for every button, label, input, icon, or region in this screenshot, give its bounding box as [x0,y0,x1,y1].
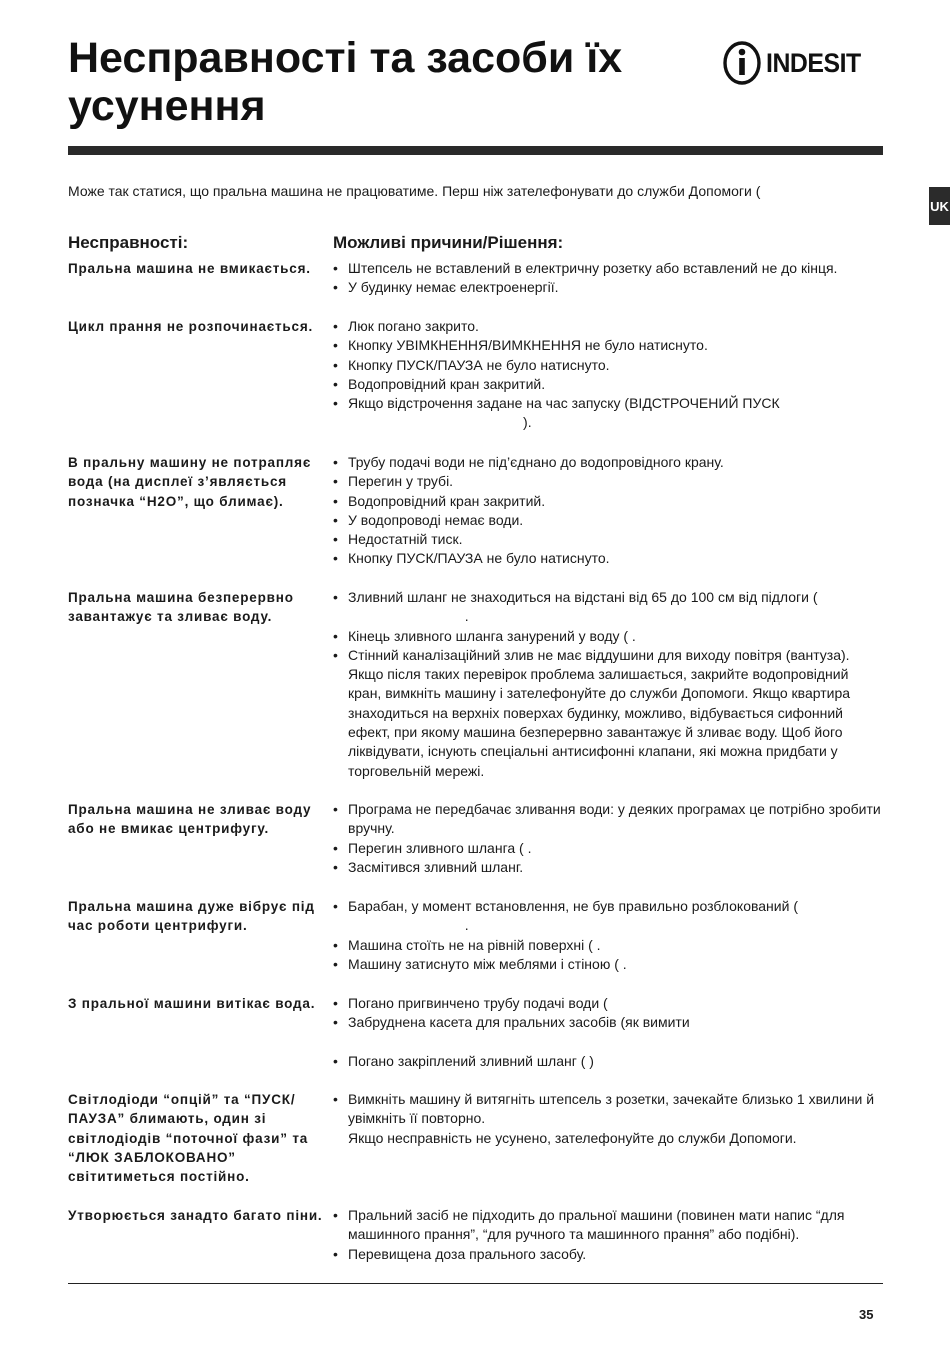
problem-label: Цикл прання не розпочинається. [68,319,314,334]
bullet-icon: • [333,511,338,528]
list-item [333,839,883,858]
cause-text: Забруднена касета для пральних засобів (як вимити [348,1014,690,1031]
causes-list [333,994,883,1071]
list-item [333,375,883,394]
cause-text: Трубу подачі води не під’єднано до водопровідного крану. [348,454,724,470]
list-item [333,1052,883,1071]
bullet-icon: • [333,955,338,972]
bullet-icon: • [333,1207,338,1223]
list-item [333,453,883,472]
list-item [333,897,883,936]
problem-label: З пральної машини витікає вода. [68,996,316,1011]
bullet-icon: • [333,936,338,953]
list-item [333,1245,883,1264]
causes-list [333,317,883,433]
page-title-line-2: усунення [68,82,266,130]
list-item [333,356,883,375]
bullet-icon: • [333,589,338,605]
list-item [333,994,883,1013]
list-item [333,936,883,955]
causes-list [333,1206,883,1264]
cause-text: Машину затиснуто між меблями і стіною ( . [348,955,627,972]
cause-text: Кнопку УВІМКНЕННЯ/ВИМКНЕННЯ не було натиснуто. [348,337,708,354]
bullet-icon: • [333,801,338,817]
problem-label: Пральна машина дуже вібрує під час роботи центрифуги. [68,899,315,934]
bullet-icon: • [333,318,338,334]
cause-text: Якщо відстрочення задане на час запуску (ВІДСТРОЧЕНИЙ ПУСК [348,395,780,412]
list-item [333,317,883,336]
intro-text: Може так статися, що пральна машина не працюватиме. Перш ніж зателефонувати до служби Допомоги ( [68,183,761,199]
list-item [333,278,883,297]
cause-text: Перегин зливного шланга ( . [348,839,532,856]
cause-continuation: . [348,917,469,934]
problem-label: Пральна машина безперервно завантажує та зливає воду. [68,590,294,625]
bullet-icon: • [333,492,338,509]
indesit-logo-text: INDESIT [766,48,861,78]
list-item [333,530,883,549]
bullet-icon: • [333,473,338,490]
bullet-icon: • [333,646,338,663]
causes-list [333,453,883,569]
cause-text: Кнопку ПУСК/ПАУЗА не було натиснуто. [348,550,610,567]
cause-text: Вимкніть машину й витягніть штепсель з розетки, зачекайте близько 1 хвилини й увімкніть її повторно. [348,1091,875,1127]
cause-text: Зливний шланг не знаходиться на відстані від 65 до 100 см від підлоги ( [348,589,818,605]
indesit-logo [722,40,884,86]
cause-continuation: Якщо несправність не усунено, зателефонуйте до служби Допомоги. [348,1129,797,1146]
list-item [333,955,883,974]
cause-text: Кнопку ПУСК/ПАУЗА не було натиснуто. [348,356,610,373]
problem-label: Пральна машина не вмикається. [68,261,311,276]
list-item [333,1090,883,1148]
cause-text: Перевищена доза прального засобу. [348,1245,587,1262]
bullet-icon: • [333,356,338,373]
problem-label: Пральна машина не зливає воду або не вмикає центрифугу. [68,802,312,837]
bullet-icon: • [333,1014,338,1031]
list-item [333,394,883,433]
list-item [333,646,883,781]
list-item [333,800,883,839]
bullet-icon: • [333,1052,338,1069]
list-item [333,549,883,568]
cause-text: Люк погано закрито. [348,318,479,334]
cause-text: Штепсель не вставлений в електричну розетку або вставлений не до кінця. [348,260,838,276]
causes-list [333,588,883,781]
bullet-icon: • [333,395,338,412]
causes-list [333,1090,883,1148]
bullet-icon: • [333,995,338,1011]
cause-text: Кінець зливного шланга занурений у воду ( . [348,627,636,644]
bullet-icon: • [333,627,338,644]
cause-text: У будинку немає електроенергії. [348,279,559,296]
bullet-icon: • [333,550,338,567]
cause-text: Програма не передбачає зливання води: у деяких програмах це потрібно зробити вручну. [348,801,881,837]
causes-list [333,897,883,974]
cause-text: У водопроводі немає води. [348,511,524,528]
cause-text: Погано пригвинчено трубу подачі води ( [348,995,608,1011]
causes-list [333,800,883,877]
cause-text: Машина стоїть не на рівній поверхні ( . [348,936,601,953]
cause-text: Засмітився зливний шланг. [348,858,524,875]
cause-continuation: . [348,608,469,625]
list-item [333,511,883,530]
cause-continuation [348,1033,883,1052]
problem-label: В пральну машину не потрапляє вода (на дисплеї з’являється позначка “H2O”, що блимає). [68,455,312,509]
language-tab: UK [929,187,950,225]
bullet-icon: • [333,1091,338,1107]
cause-text: Стінний каналізаційний злив не має віддушини для виходу повітря (вантуза). Якщо після таких перевірок проблема залишається, закрийте водопровідний кран, вимкніть машину і зателефонуйте до служби Допомоги. Якщо квартира знаходиться на верхніх поверхах будинку, можливо, відбувається сифонний ефект, при якому машина безперервно завантажує й зливає воду. Щоб його ліквідувати, існують спеціальні антисифонні клапани, які можна придбати у торговельній мережі. [348,646,851,779]
bullet-icon: • [333,839,338,856]
bullet-icon: • [333,531,338,548]
list-item [333,259,883,278]
list-item [333,627,883,646]
cause-text: Недостатній тиск. [348,531,463,548]
footer-divider [68,1283,883,1284]
bullet-icon: • [333,279,338,296]
problem-label: Світлодіоди “опцій” та “ПУСК/ПАУЗА” блимають, один зі світлодіодів “поточної фази” та “ЛЮК ЗАБЛОКОВАНО” світитиметься постійно. [68,1092,309,1185]
bullet-icon: • [333,858,338,875]
list-item [333,472,883,491]
page-title [68,34,708,130]
cause-text: Погано закріплений зливний шланг ( ) [348,1052,594,1069]
cause-text: Водопровідний кран закритий. [348,492,546,509]
problem-label: Утворюється занадто багато піни. [68,1208,323,1223]
bullet-icon: • [333,898,338,914]
causes-list [333,259,883,298]
bullet-icon: • [333,260,338,276]
problems-heading: Несправності: [68,233,189,252]
page-title-line-1: Несправності та засоби їх [68,34,623,82]
list-item [333,858,883,877]
page-number: 35 [859,1307,874,1322]
list-item [333,1206,883,1245]
bullet-icon: • [333,1245,338,1262]
bullet-icon: • [333,375,338,392]
list-item [333,492,883,511]
list-item [333,588,883,627]
cause-text: Водопровідний кран закритий. [348,375,546,392]
bullet-icon: • [333,337,338,354]
list-item [333,336,883,355]
causes-heading: Можливі причини/Рішення: [333,233,564,252]
cause-text: Перегин у трубі. [348,473,454,490]
list-item [333,1013,883,1052]
cause-text: Барабан, у момент встановлення, не був правильно розблокований ( [348,898,798,914]
cause-text: Пральний засіб не підходить до пральної машини (повинен мати напис “для машинного прання”, “для ручного та машинного прання” або подібні). [348,1207,845,1243]
title-divider [68,146,883,155]
indesit-logo-mark-icon [722,40,762,86]
cause-continuation: ). [348,414,532,431]
bullet-icon: • [333,454,338,470]
